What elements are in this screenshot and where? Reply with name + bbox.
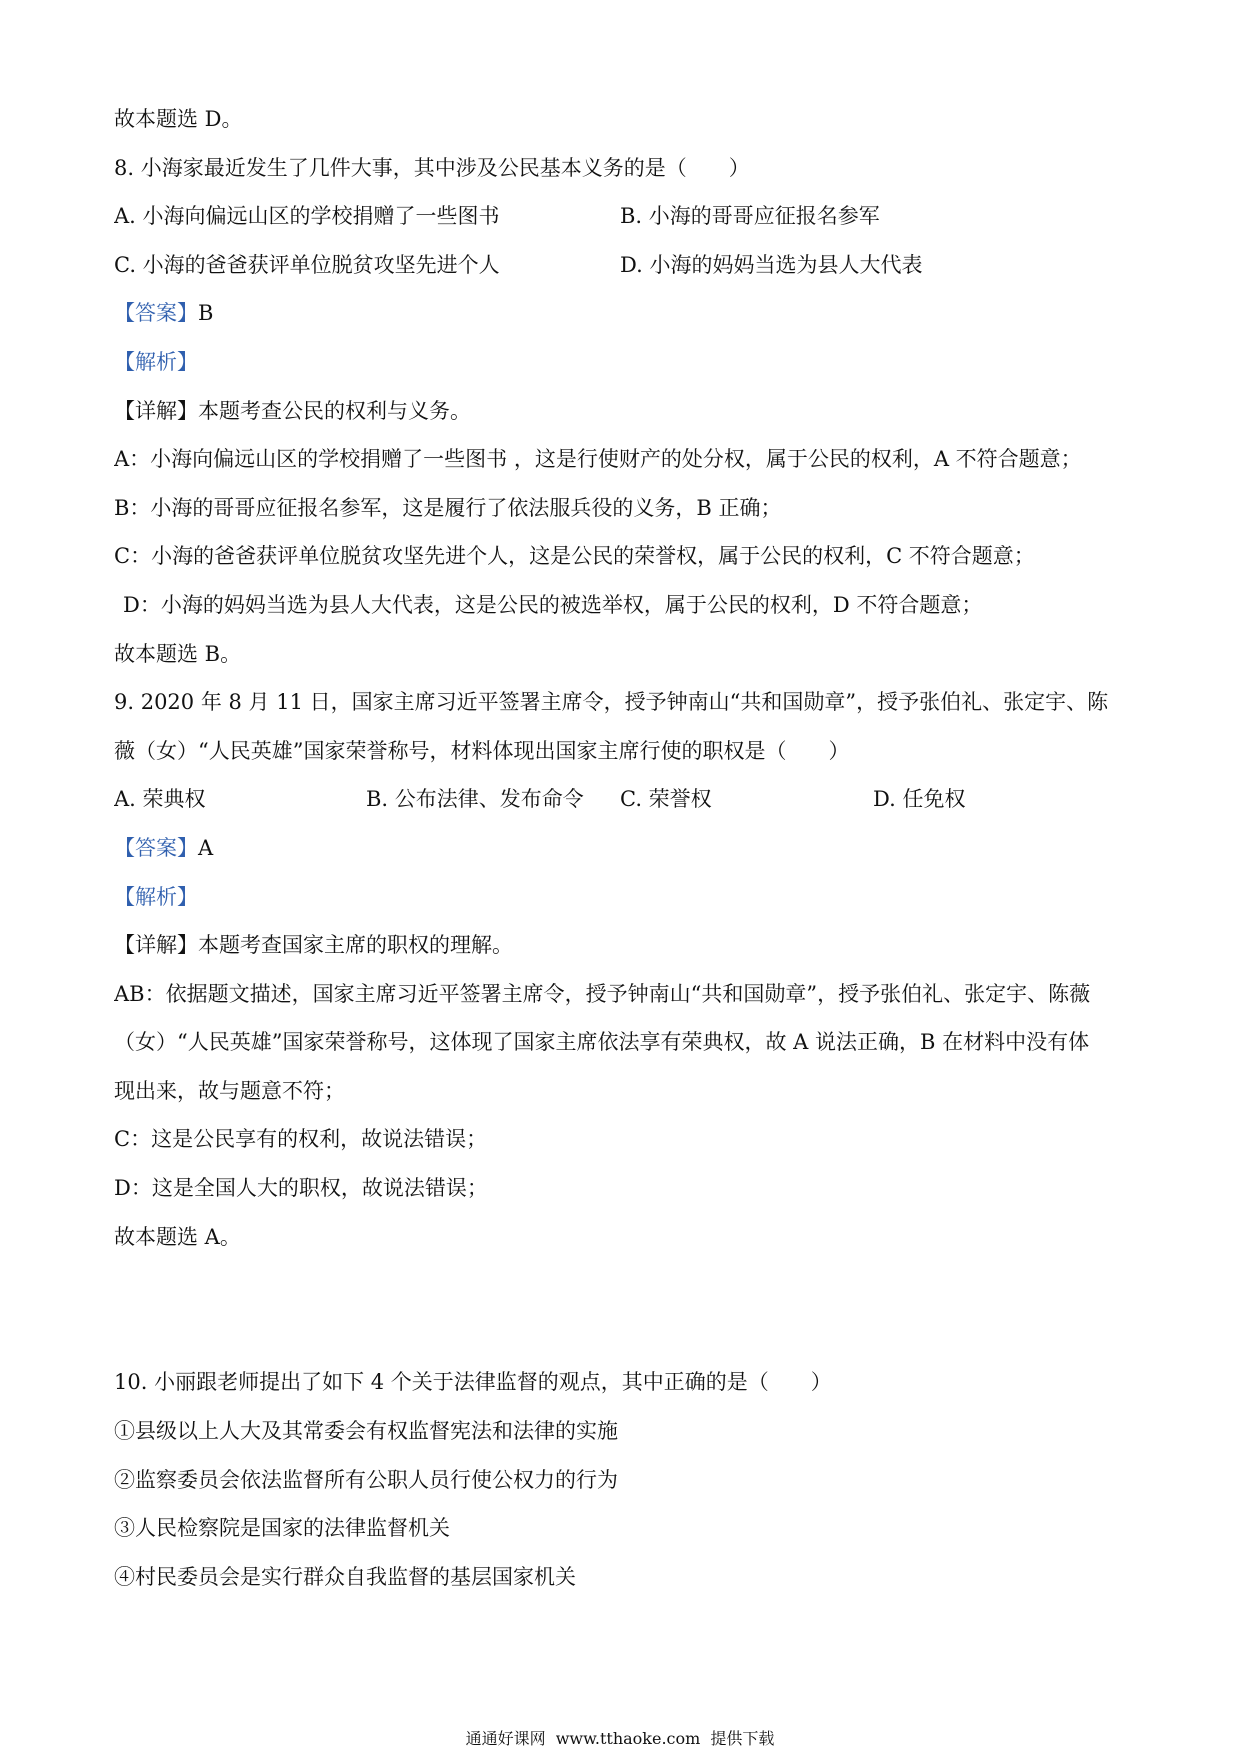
q8-analysis-label: 【解析】 <box>114 349 198 374</box>
q10-statement-4: ④村民委员会是实行群众自我监督的基层国家机关 <box>114 1564 576 1589</box>
q8-explanation-b: B：小海的哥哥应征报名参军，这是履行了依法服兵役的义务，B 正确； <box>114 495 782 520</box>
q8-explanation-a: A：小海向偏远山区的学校捐赠了一些图书 ，这是行使财产的处分权，属于公民的权利，A 不符合题意； <box>114 447 1082 472</box>
q9-detail-text: 本题考查国家主席的职权的理解。 <box>198 933 513 958</box>
q8-option-d: D. 小海的妈妈当选为县人大代表 <box>620 252 923 277</box>
q9-explanation-d: D：这是全国人大的职权，故说法错误； <box>114 1176 488 1201</box>
q9-detail-label: 【详解】 <box>114 933 198 958</box>
q9-analysis-label: 【解析】 <box>114 884 198 909</box>
page-footer <box>0 1729 1240 1749</box>
q8-explanation-c: C：小海的爸爸获评单位脱贫攻坚先进个人，这是公民的荣誉权，属于公民的权利，C 不符合题意； <box>114 544 1035 569</box>
q8-answer <box>114 289 1126 338</box>
section-gap <box>114 1261 1126 1358</box>
q9-option-c: C. 荣誉权 <box>620 787 712 812</box>
q10-statement-3: ③人民检察院是国家的法律监督机关 <box>114 1516 450 1541</box>
q8-detail-text: 本题考查公民的权利与义务。 <box>198 398 471 423</box>
q9-option-d: D. 任免权 <box>873 787 966 812</box>
q9-stem-line-1: 9. 2020 年 8 月 11 日，国家主席习近平签署主席令，授予钟南山“共和国勋章”，授予张伯礼、张定宇、陈 <box>114 690 1109 715</box>
q9-answer-label: 【答案】 <box>114 835 198 860</box>
footer-suffix: 提供下载 <box>710 1729 775 1748</box>
q8-conclusion: 故本题选 B。 <box>114 641 242 666</box>
document-body <box>114 95 1126 1601</box>
q9-analysis <box>114 873 1126 922</box>
q9-stem-line-2: 薇（女）“人民英雄”国家荣誉称号，材料体现出国家主席行使的职权是（ ） <box>114 738 850 763</box>
footer-url: www.tthaoke.com <box>555 1729 701 1748</box>
q9-explanation-c: C：这是公民享有的权利，故说法错误； <box>114 1127 488 1152</box>
q8-answer-value: B <box>198 301 214 326</box>
q8-options-row-1 <box>114 192 1126 241</box>
q10-statement-1: ①县级以上人大及其常委会有权监督宪法和法律的实施 <box>114 1419 618 1444</box>
q8-detail-label: 【详解】 <box>114 398 198 423</box>
q8-options-row-2 <box>114 241 1126 290</box>
q8-analysis <box>114 338 1126 387</box>
q8-answer-label: 【答案】 <box>114 301 198 326</box>
q9-answer <box>114 824 1126 873</box>
q9-option-a: A. 荣典权 <box>114 787 206 812</box>
q9-conclusion: 故本题选 A。 <box>114 1224 241 1249</box>
q8-stem: 8. 小海家最近发生了几件大事，其中涉及公民基本义务的是（ ） <box>114 155 750 180</box>
q8-option-b: B. 小海的哥哥应征报名参军 <box>620 204 880 229</box>
q9-options-row <box>114 775 1126 824</box>
q8-option-c: C. 小海的爸爸获评单位脱贫攻坚先进个人 <box>114 252 500 277</box>
q9-explanation-ab-line-1: AB：依据题文描述，国家主席习近平签署主席令，授予钟南山“共和国勋章”，授予张伯礼、张定宇、陈薇 <box>114 981 1091 1006</box>
q8-option-a: A. 小海向偏远山区的学校捐赠了一些图书 <box>114 204 500 229</box>
q9-explanation-ab-line-3: 现出来，故与题意不符； <box>114 1078 345 1103</box>
q9-explanation-ab-line-2: （女）“人民英雄”国家荣誉称号，这体现了国家主席依法享有荣典权，故 A 说法正确，B 在材料中没有体 <box>114 1030 1090 1055</box>
q9-detail <box>114 921 1126 970</box>
q8-explanation-d: D：小海的妈妈当选为县人大代表，这是公民的被选举权，属于公民的权利，D 不符合题意； <box>123 592 983 617</box>
q10-statement-2: ②监察委员会依法监督所有公职人员行使公权力的行为 <box>114 1467 618 1492</box>
previous-question-conclusion: 故本题选 D。 <box>114 107 243 131</box>
q9-answer-value: A <box>198 835 214 860</box>
q9-option-b: B. 公布法律、发布命令 <box>366 787 584 812</box>
q8-detail <box>114 387 1126 436</box>
q10-stem: 10. 小丽跟老师提出了如下 4 个关于法律监督的观点，其中正确的是（ ） <box>114 1370 832 1395</box>
footer-site-name: 通通好课网 <box>465 1729 546 1748</box>
